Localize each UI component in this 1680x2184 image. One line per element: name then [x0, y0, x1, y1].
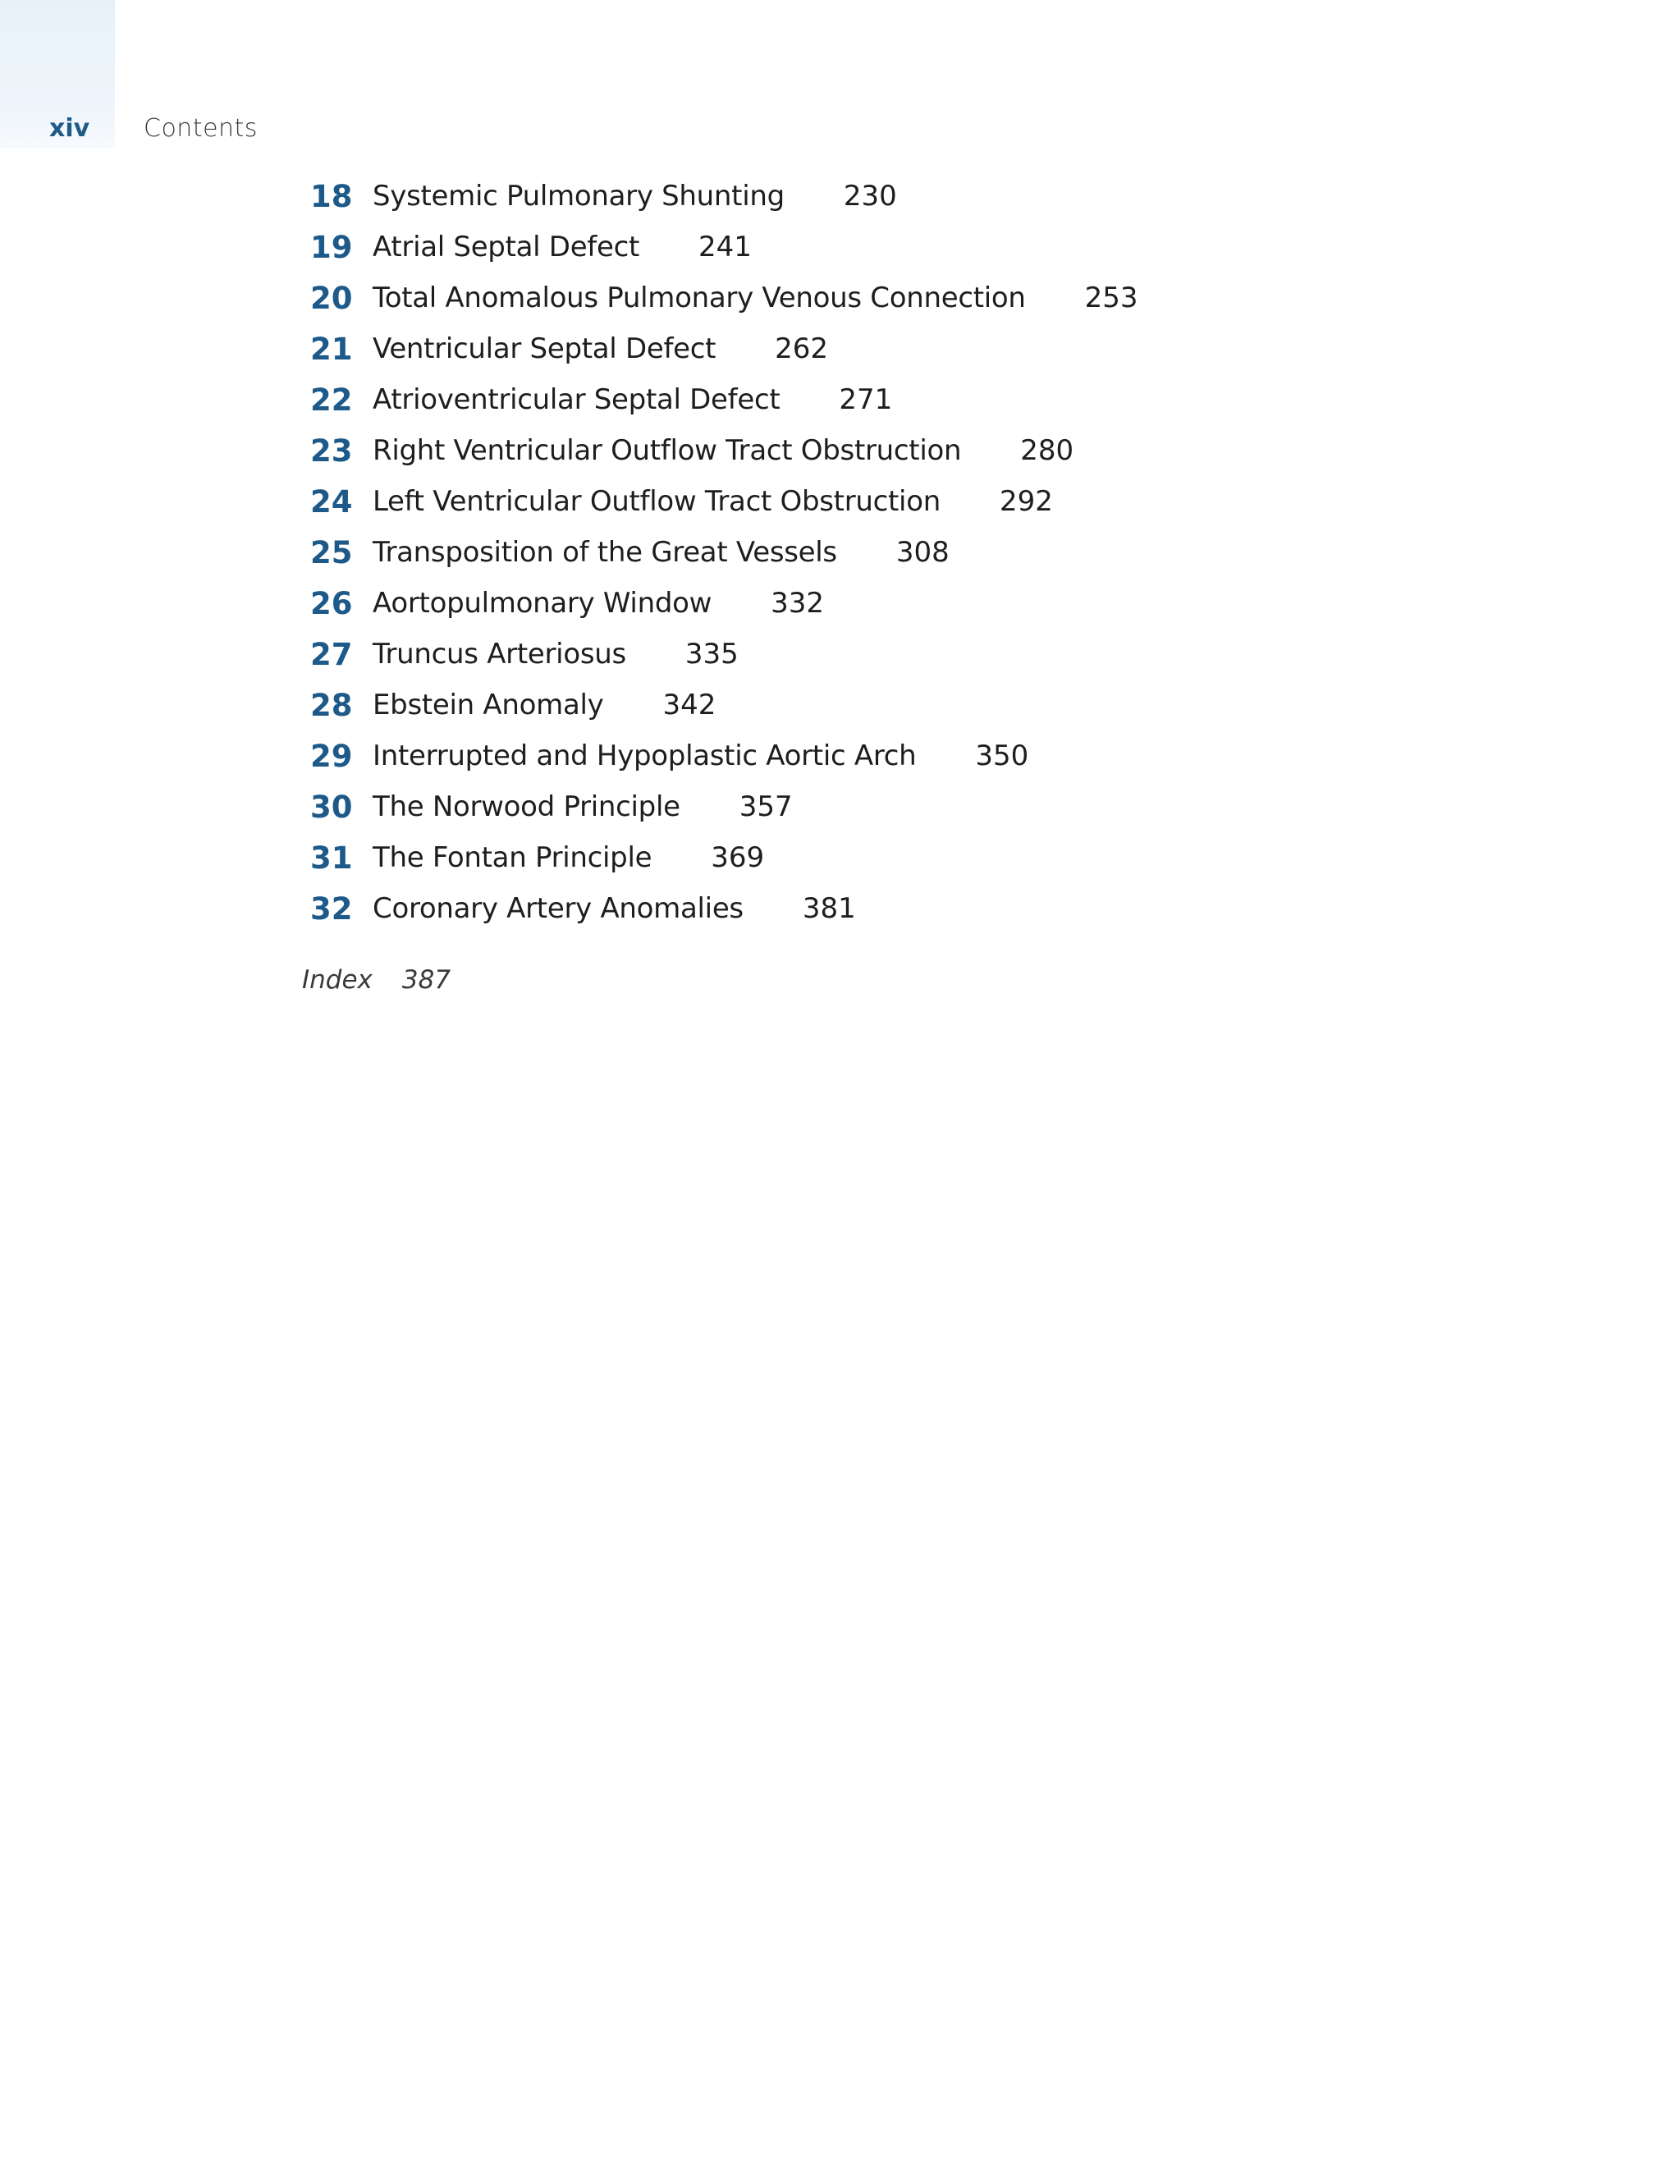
toc-entry[interactable]	[310, 883, 1138, 934]
chapter-page-number: 381	[802, 892, 856, 925]
toc-entry[interactable]	[310, 272, 1138, 323]
chapter-title: Ebstein Anomaly	[373, 689, 604, 721]
chapter-title: Ventricular Septal Defect	[373, 332, 716, 365]
chapter-number: 25	[310, 534, 353, 570]
toc-entry[interactable]	[310, 476, 1138, 527]
chapter-page-number: 230	[843, 180, 897, 213]
toc-entry[interactable]	[310, 222, 1138, 272]
chapter-title: Transposition of the Great Vessels	[373, 536, 837, 569]
chapter-number: 21	[310, 331, 353, 367]
index-entry[interactable]	[302, 965, 451, 995]
toc-entry[interactable]	[310, 832, 1138, 883]
chapter-page-number: 342	[662, 689, 716, 721]
chapter-title: Interrupted and Hypoplastic Aortic Arch	[373, 739, 917, 772]
chapter-number: 27	[310, 636, 353, 672]
table-of-contents	[310, 171, 1138, 934]
running-head-section: Contents	[144, 113, 258, 143]
chapter-page-number: 332	[771, 587, 825, 620]
toc-entry[interactable]	[310, 730, 1138, 781]
toc-entry[interactable]	[310, 425, 1138, 476]
chapter-number: 31	[310, 840, 353, 876]
chapter-title: Aortopulmonary Window	[373, 587, 712, 620]
toc-entry[interactable]	[310, 680, 1138, 730]
chapter-title: The Fontan Principle	[373, 841, 652, 874]
chapter-number: 19	[310, 229, 353, 265]
toc-entry[interactable]	[310, 629, 1138, 680]
chapter-title: Left Ventricular Outflow Tract Obstruction	[373, 485, 941, 518]
chapter-title: Total Anomalous Pulmonary Venous Connection	[373, 282, 1026, 314]
chapter-title: Coronary Artery Anomalies	[373, 892, 744, 925]
chapter-page-number: 369	[711, 841, 765, 874]
chapter-number: 18	[310, 178, 353, 214]
index-page-number: 387	[401, 965, 451, 995]
chapter-number: 32	[310, 891, 353, 927]
toc-entry[interactable]	[310, 578, 1138, 629]
chapter-title: Atrioventricular Septal Defect	[373, 383, 780, 416]
chapter-number: 29	[310, 738, 353, 774]
chapter-page-number: 271	[839, 383, 893, 416]
chapter-number: 20	[310, 280, 353, 316]
chapter-title: Atrial Septal Defect	[373, 231, 640, 263]
index-label: Index	[302, 965, 373, 995]
chapter-page-number: 292	[999, 485, 1053, 518]
running-head	[49, 110, 258, 146]
chapter-number: 22	[310, 382, 353, 418]
chapter-number: 26	[310, 585, 353, 621]
chapter-title: Truncus Arteriosus	[373, 638, 626, 671]
chapter-title: Systemic Pulmonary Shunting	[373, 180, 785, 213]
toc-entry[interactable]	[310, 374, 1138, 425]
chapter-title: The Norwood Principle	[373, 790, 680, 823]
chapter-number: 28	[310, 687, 353, 723]
toc-entry[interactable]	[310, 323, 1138, 374]
chapter-page-number: 308	[895, 536, 950, 569]
chapter-page-number: 357	[739, 790, 793, 823]
chapter-number: 30	[310, 789, 353, 825]
chapter-page-number: 280	[1020, 434, 1074, 467]
chapter-page-number: 241	[698, 231, 752, 263]
chapter-page-number: 262	[775, 332, 829, 365]
page-folio: xiv	[49, 113, 90, 143]
chapter-number: 23	[310, 433, 353, 469]
chapter-page-number: 335	[684, 638, 739, 671]
toc-entry[interactable]	[310, 781, 1138, 832]
chapter-page-number: 350	[975, 739, 1029, 772]
chapter-number: 24	[310, 483, 353, 520]
toc-entry[interactable]	[310, 527, 1138, 578]
chapter-title: Right Ventricular Outflow Tract Obstruction	[373, 434, 962, 467]
toc-entry[interactable]	[310, 171, 1138, 222]
chapter-page-number: 253	[1084, 282, 1138, 314]
